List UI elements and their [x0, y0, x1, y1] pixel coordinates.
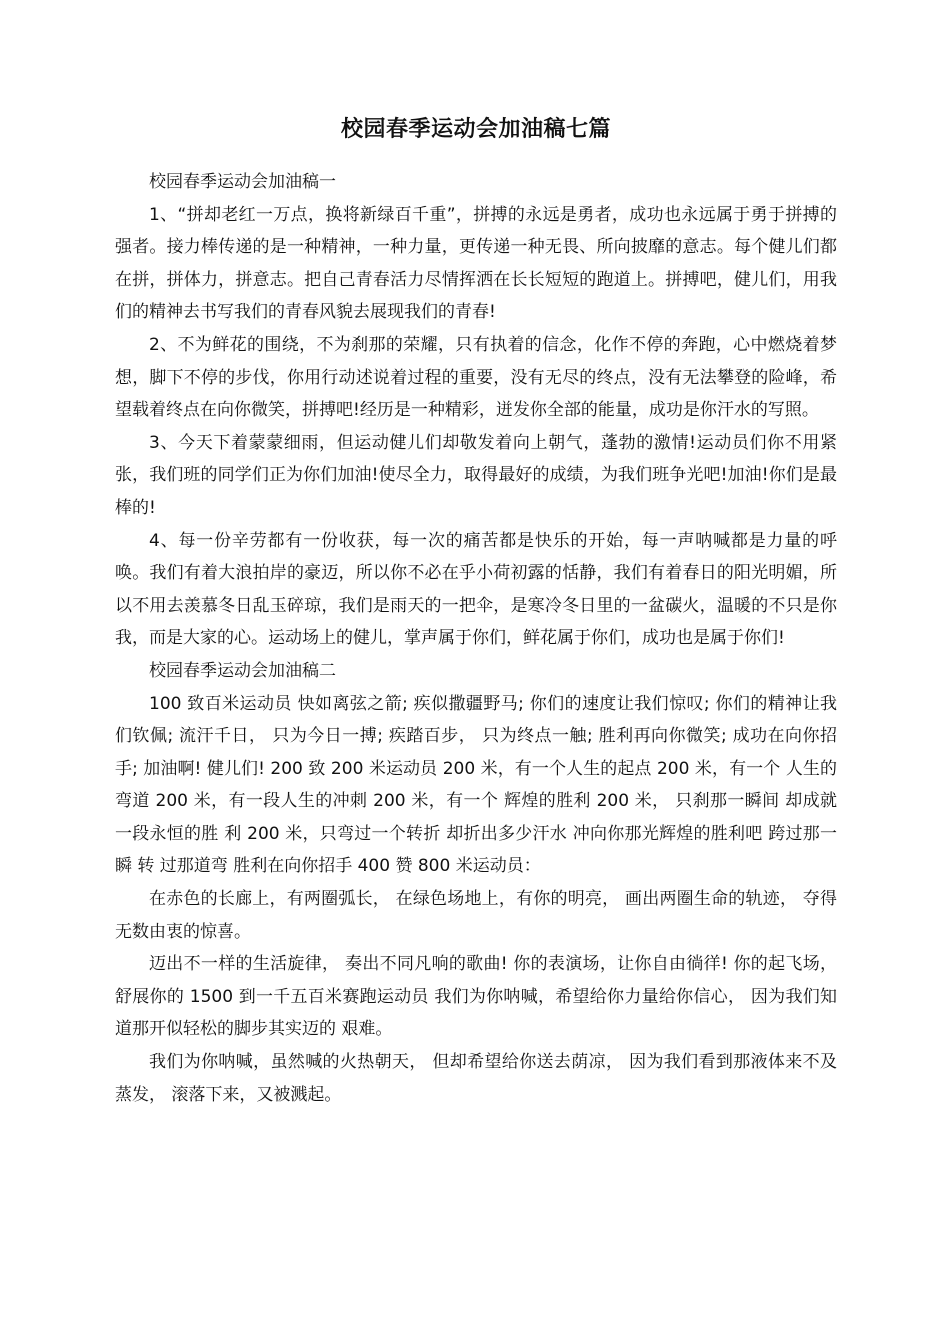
paragraph-8: 我们为你呐喊，虽然喊的火热朝天， 但却希望给你送去荫凉， 因为我们看到那液体来不及蒸发， 滚落下来，又被溅起。: [115, 1052, 837, 1105]
paragraph-2: 2、不为鲜花的围绕，不为刹那的荣耀，只有执着的信念，化作不停的奔跑，心中燃烧着梦想，脚下不停的步伐，你用行动述说着过程的重要，没有无尽的终点，没有无法攀登的险峰，希望载着终点在向你微笑，拼搏吧!经历是一种精彩，迸发你全部的能量，成功是你汗水的写照。: [115, 334, 837, 421]
paragraph-6: 在赤色的长廊上，有两圈弧长， 在绿色场地上，有你的明亮， 画出两圈生命的轨迹， 夺得无数由衷的惊喜。: [115, 889, 837, 942]
document-body: [115, 166, 837, 1111]
paragraph-7: 迈出不一样的生活旋律， 奏出不同凡响的歌曲! 你的表演场，让你自由徜徉! 你的起飞场，舒展你的 1500 到一千五百米赛跑运动员 我们为你呐喊，希望给你力量给你信心， 因为我们知道那开似轻松的脚步其实迈的 艰难。: [115, 954, 837, 1040]
document-title: 校园春季运动会加油稿七篇: [340, 117, 611, 142]
paragraph-4: 4、每一份辛劳都有一份收获，每一次的痛苦都是快乐的开始，每一声呐喊都是力量的呼唤。我们有着大浪拍岸的豪迈，所以你不必在乎小荷初露的恬静，我们有着春日的阳光明媚，所以不用去羡慕冬日乱玉碎琼，我们是雨天的一把伞，是寒冷冬日里的一盆碳火，温暖的不只是你我，而是大家的心。运动场上的健儿，掌声属于你们，鲜花属于你们，成功也是属于你们!: [115, 530, 837, 649]
paragraph-3: 3、今天下着蒙蒙细雨，但运动健儿们却敬发着向上朝气，蓬勃的激情!运动员们你不用紧张，我们班的同学们正为你们加油!使尽全力，取得最好的成绩，为我们班争光吧!加油!你们是最棒的!: [115, 432, 837, 518]
document-page: [115, 110, 837, 1111]
section-heading-2: 校园春季运动会加油稿二: [149, 660, 336, 681]
paragraph-5: 100 致百米运动员 快如离弦之箭; 疾似撒疆野马; 你们的速度让我们惊叹; 你们的精神让我们钦佩; 流汗千日， 只为今日一搏; 疾踏百步， 只为终点一触; 胜利再向你微笑; 成功在向你招手; 加油啊! 健儿们! 200 致 200 米运动员 200 米，有一个人生的起点 200 米，有一个 人生的弯道 200 米，有一段人生的冲刺 200 米，有一个 辉煌的胜利 200 米， 只刹那一瞬间 却成就一段永恒的胜 利 200 米，只弯过一个转折 却折出多少汗水 冲向你那光辉煌的胜利吧 跨过那一瞬 转 过那道弯 胜利在向你招手 400 赞 800 米运动员：: [115, 693, 837, 877]
paragraph-1: 1、“拼却老红一万点，换将新绿百千重”，拼搏的永远是勇者，成功也永远属于勇于拼搏的强者。接力棒传递的是一种精神，一种力量，更传递一种无畏、所向披靡的意志。每个健儿们都在拼，拼体力，拼意志。把自己青春活力尽情挥洒在长长短短的跑道上。拼搏吧，健儿们，用我们的精神去书写我们的青春风貌去展现我们的青春!: [115, 204, 837, 323]
section-heading-1: 校园春季运动会加油稿一: [149, 172, 336, 192]
